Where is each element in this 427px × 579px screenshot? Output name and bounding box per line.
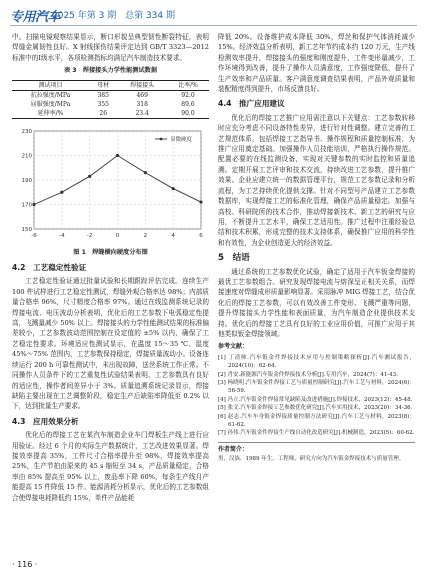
x-tick-label: 0 <box>115 232 120 239</box>
author-bio-title: 作者简介： <box>218 442 415 455</box>
table-cell: 469 <box>136 91 148 99</box>
x-tick-label: 2 <box>143 232 148 239</box>
x-tick-label: -4 <box>59 232 65 239</box>
table-cell: 延伸率/% <box>37 109 64 117</box>
table-cell: 26 <box>99 109 108 117</box>
data-point <box>116 154 119 157</box>
y-tick-label: 150 <box>21 226 32 233</box>
x-tick-label: 4 <box>171 232 175 239</box>
table-cell: 385 <box>97 91 109 99</box>
conclusion-paragraph: 通过系统的工艺参数优化试验，确定了适用于汽车钣金焊接的最优工艺参数组合。研究发现焊接电流与熔深呈正相关关系，而焊接速度对焊缝成形质量影响显著。采用脉冲 MIG 焊接工艺，结合优化后的焊接工艺参数，可以有效改善工件变形、飞溅严重等问题，提升焊接接头力学性能和表面质量，为汽车制造企业提供技术支持。优化后的焊接工艺具有良好的工业应用价值，可推广应用于其他类似钣金焊接领域。 <box>218 267 415 338</box>
left-column <box>12 32 209 503</box>
reference-item: [5] 张文.汽车钣金焊接工艺参数优化研究[J].汽车实用技术，2023(20)：34-36. <box>218 405 413 412</box>
data-point <box>144 171 147 174</box>
hardness-chart-svg <box>12 123 209 245</box>
y-tick-label: 210 <box>21 153 32 160</box>
hardness-chart <box>12 123 209 245</box>
issue-info <box>52 8 181 21</box>
reference-item: [7] 孙伟.汽车钣金件焊接生产线自动化改造研究[J].机械制造，2023(5)：60-62. <box>218 430 415 437</box>
table-header-row <box>12 80 209 90</box>
mechanical-properties-table <box>12 80 209 119</box>
table-cell: 89.6 <box>181 100 195 108</box>
reference-item: [2] 肖安.新能源汽车钣金件焊接技术分析[J].专用汽车，2024(7)：41-43. <box>218 371 398 378</box>
data-point <box>88 174 91 177</box>
journal-logo: 专用汽车 <box>10 10 61 25</box>
table-cell: 23.4 <box>135 109 149 117</box>
reference-item: [6] 赵志.汽车车身钣金焊接质量控制方法研究[J].汽车工艺与材料，2023(8)：61-62. <box>218 413 415 429</box>
right-column <box>218 32 415 463</box>
table-row <box>12 109 209 119</box>
table-header-cell: 母材 <box>97 81 110 89</box>
data-point <box>199 200 202 203</box>
section-4-4-paragraph: 优化后的焊接工艺推广应用需注意以下关键点：工艺参数转移时应充分考虑不同设备特性差异，进行针对性调整。建立完善的工艺规范体系，包括焊接工艺指导书、操作规程和质量控制标准，为推广应用奠定基础。加强操作人员技能培训，严格执行操作规范。配置必要的在线监测设备，实现对关键参数的实时监控和质量追溯。定期开展工艺评审和技术交流，持续改进工艺参数，提升推广效果。企业应建立统一的数据管理平台，规范工艺参数记录和分析流程，为工艺持续优化提供支撑。针对不同型号产品建立工艺参数数据库，实现焊接工艺的标准化管理，确保产品质量稳定。加强与高校、科研院所的技术合作，推动焊接新技术、新工艺的研究与应用，不断提升工艺水平，确保工艺适用性。推广过程中注重经验总结和技术积累，形成完整的技术支持体系，确保推广应用的科学性和有效性，为企业创造更大的经济效益。 <box>218 113 415 247</box>
section-4-2-title: 4.2 工艺稳定性验证 <box>12 263 87 273</box>
reference-list <box>218 354 415 438</box>
author-bio: 男，汉族，1989 年生，工程师，研究方向为汽车钣金焊接技术与质量管理。 <box>218 456 405 463</box>
section-4-3-title: 4.3 应用效果分析 <box>12 416 79 426</box>
reference-item: [3] 杨晓明.汽车钣金件焊接工艺与质量控制研究[J].汽车工艺与材料，2024(6)：56-59. <box>218 380 415 395</box>
total-issue: 总第 334 期 <box>125 11 175 21</box>
y-tick-label: 230 <box>21 128 32 135</box>
page-number: · 116 · <box>12 560 38 569</box>
table-caption: 表 3 焊接接头力学性能测试数据 <box>63 67 158 75</box>
legend-marker <box>160 137 163 140</box>
data-point <box>32 203 35 206</box>
reference-item: [4] 冯立.汽车钣金件焊接常见缺陷及改进措施[J].焊接技术，2023(12)：45-48. <box>218 396 413 403</box>
references-title: 参考文献： <box>218 343 249 351</box>
table-cell: 92.0 <box>181 91 195 99</box>
data-point <box>172 187 175 190</box>
table-header-cell: 比率/% <box>178 81 198 89</box>
y-tick-label: 170 <box>21 202 32 209</box>
section-4-2-paragraph: 工艺稳定性验证通过批量试验和长期跟踪评估完成。连续生产 100 件试样进行工艺稳定性测试，焊缝外观合格率达 98%；内部质量合格率 96%，尺寸精度合格率 97%。通过在线监测系统记录的焊接电流、电压波动分析表明，优化后的工艺参数下电弧稳定性提高，飞溅量减少 50% 以上。焊接接头的力学性能测试结果的标准偏差较小，工艺参数波动范围控制在设定值的 ±5% 以内，确保了工艺稳定性要求。环境适应性测试显示，在温度 15～35 ℃、湿度 45%～75% 范围内，工艺参数保持稳定，焊接质量波动小。设备连续运行 200 h 可靠性测试中，未出现故障，送丝系统工作正常。不同操作人员条件下的工艺重复性试验结果表明，工艺参数具有良好的适应性，操作者间差异小于 3%。质量追溯系统记录显示，焊接缺陷主要出现在工艺调整阶段，稳定生产后缺陷率降低至 0.2% 以下，达到批量生产要求。 <box>12 277 209 411</box>
table-cell: 抗拉强度/MPa <box>30 91 71 99</box>
y-tick-label: 190 <box>21 177 32 184</box>
table-cell: 355 <box>97 100 109 108</box>
data-point <box>60 190 63 193</box>
section-4-4-title: 4.4 推广应用建议 <box>218 99 285 109</box>
table-cell: 318 <box>136 100 148 108</box>
table-cell: 90.0 <box>181 109 195 117</box>
section-5-title: 5 结语 <box>218 253 250 264</box>
continued-paragraph: 降低 20%。设备维护成本降低 30%，焊丝和保护气体消耗减少 15%。经济效益分析表明，新工艺年节约成本约 120 万元，生产线检测效率提升，焊接接头的强度和刚度提升，工件变形量减少，工作环境得到改善，提升了操作人员满意度，工作强度降低，提升了生产效率和产品质量。客户满意度调查结果表明，产品外观质量和装配精度得到提升，市场反馈良好。 <box>218 33 415 94</box>
table-header-cell: 测试项目 <box>38 81 63 89</box>
table-header-cell: 焊接接头 <box>130 81 155 89</box>
reference-item: [1] 丁清帅.汽车钣金件焊接技术应用与控制策略探析[J].汽车测试报告，2024(10)：62-64. <box>218 354 415 370</box>
x-tick-label: -2 <box>86 232 93 239</box>
header-rule <box>10 25 417 26</box>
section-4-3-paragraph: 优化后的焊接工艺在某汽车制造企业车门焊板生产线上进行应用验证。经过 6 个月的实际生产数据统计，工艺改进效果显著。焊接效率提高 35%，工件尺寸合格率提升至 98%，焊接效率提高 25%，生产节拍由原来的 45 s 缩短至 34 s，产品质量稳定，合格率由 85% 提高至 95% 以上，废品率下降 60%，每条生产线月产能提高 15 件降低 15 件。能源消耗分析显示，优化后的工艺参数组合使焊接电耗降低约 15%，单件产品能耗 <box>12 431 209 502</box>
legend-label: 显微硬度 <box>170 136 193 143</box>
figure-caption: 图 1 焊缝横向硬度分布图 <box>73 248 148 256</box>
x-tick-label: 6 <box>199 232 203 239</box>
x-tick-label: -6 <box>31 232 37 239</box>
table-row <box>12 100 209 109</box>
year-issue: 2025 年第 3 期 <box>52 11 117 21</box>
table-cell: 屈服强度/MPa <box>30 100 71 108</box>
page-header <box>0 0 427 30</box>
table-row <box>12 90 209 100</box>
intro-paragraph: 中。扫描电镜观察结果显示，断口形貌呈典型韧性断裂特征，表明焊缝金属韧性良好。X 射线探伤结果评定达到 GB/T 3323—2012 标准中的Ⅰ级水平，各项检测指标均满足汽车制造技术要求。 <box>12 33 209 62</box>
